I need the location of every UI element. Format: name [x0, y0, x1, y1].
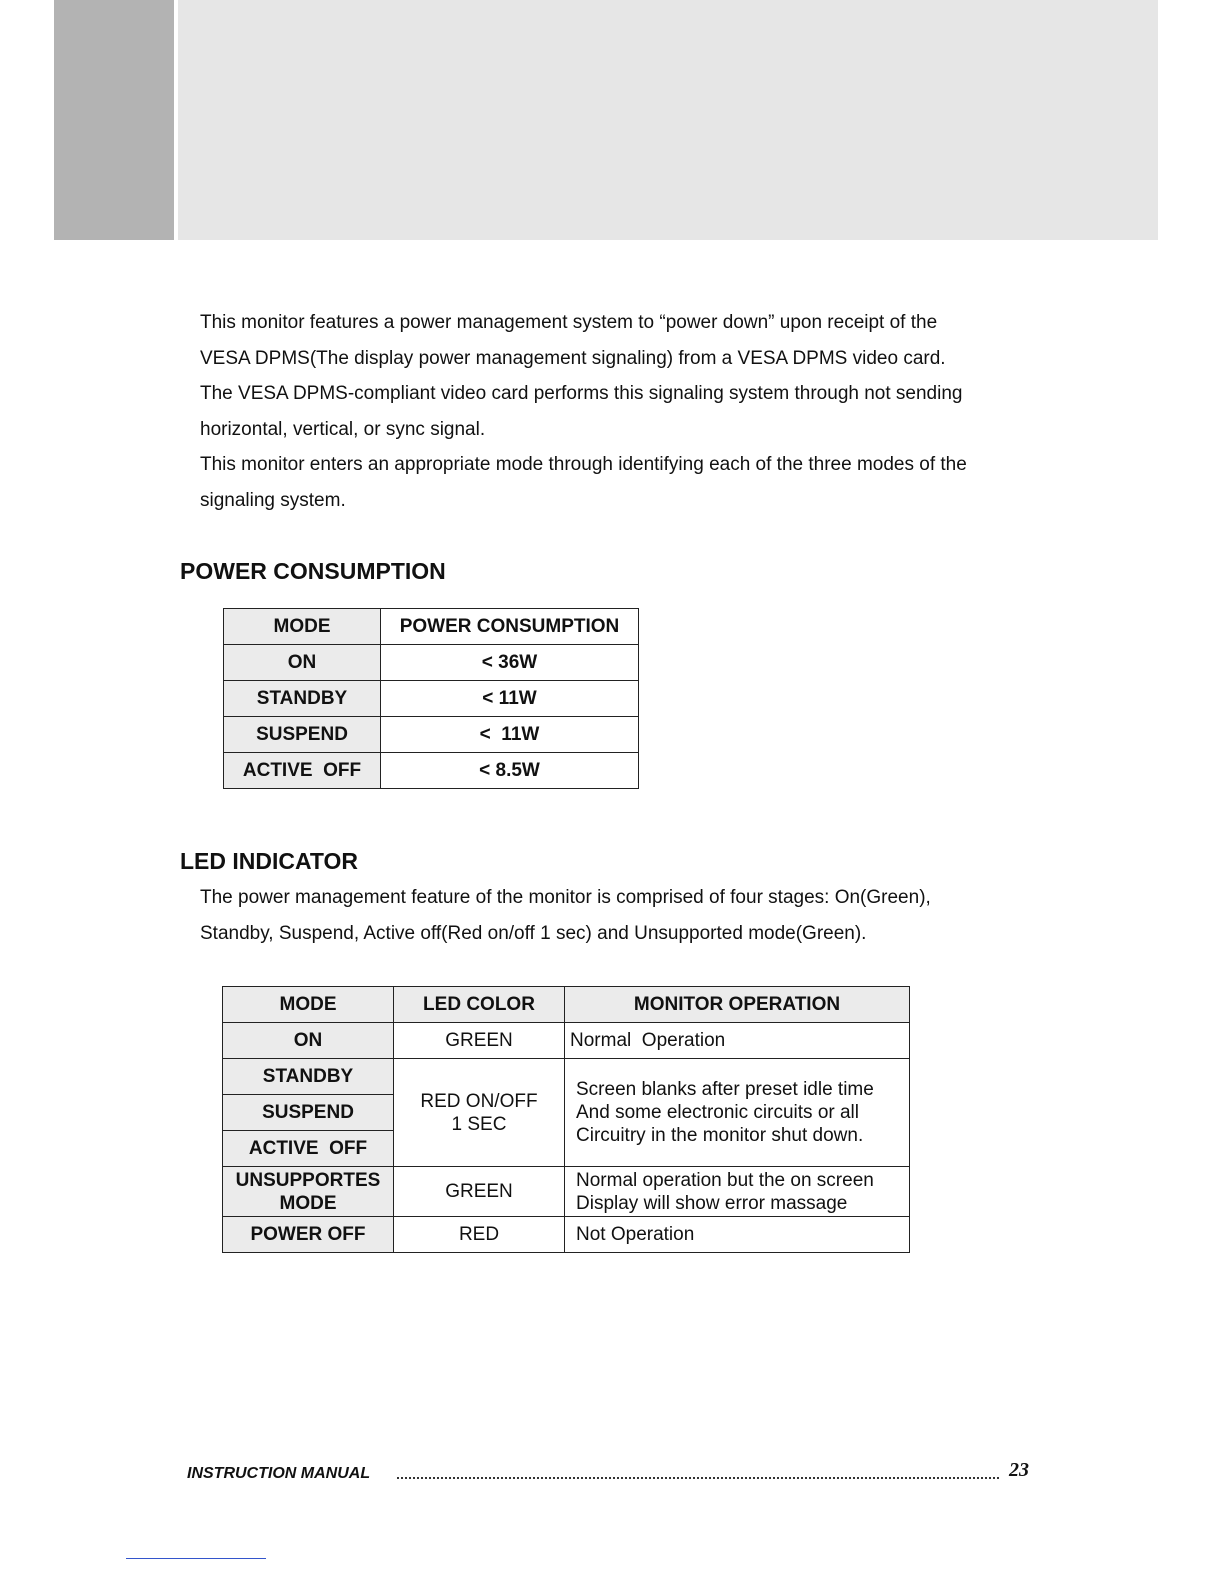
operation-cell — [565, 1059, 910, 1167]
table-row — [224, 753, 639, 789]
intro-text — [200, 305, 1060, 519]
page-number: 23 — [1009, 1459, 1029, 1481]
mode-cell: POWER OFF — [223, 1217, 394, 1253]
led-line: Standby, Suspend, Active off(Red on/off 1 sec) and Unsupported mode(Green). — [200, 922, 867, 944]
intro-line: VESA DPMS(The display power management signaling) from a VESA DPMS video card. — [200, 347, 946, 369]
value-cell: < 8.5W — [381, 753, 639, 789]
bottom-rule — [126, 1558, 266, 1559]
footer-leader-dots — [397, 1477, 999, 1479]
mode-line: UNSUPPORTES — [235, 1169, 381, 1191]
value-cell: < 11W — [381, 717, 639, 753]
color-cell: GREEN — [394, 1023, 565, 1059]
table-header-row — [224, 609, 639, 645]
led-indicator-table — [222, 986, 910, 1253]
led-line: The power management feature of the monitor is comprised of four stages: On(Green), — [200, 887, 931, 908]
mode-cell: SUSPEND — [224, 717, 381, 753]
power-consumption-heading: POWER CONSUMPTION — [180, 558, 446, 584]
mode-cell: ACTIVE OFF — [223, 1131, 394, 1167]
header-cell: MODE — [224, 609, 381, 645]
operation-line: Screen blanks after preset idle time — [576, 1079, 874, 1100]
led-indicator-heading: LED INDICATOR — [180, 848, 359, 874]
mode-cell: ACTIVE OFF — [224, 753, 381, 789]
footer-label: INSTRUCTION MANUAL — [187, 1465, 371, 1482]
table-row — [223, 1059, 910, 1095]
table-row — [223, 1217, 910, 1253]
operation-cell — [565, 1167, 910, 1217]
header-cell: LED COLOR — [394, 987, 565, 1023]
color-line: RED ON/OFF — [420, 1090, 538, 1112]
color-cell — [394, 1059, 565, 1167]
operation-line: Display will show error massage — [576, 1192, 848, 1214]
header-side-band — [54, 0, 174, 240]
table-row — [224, 681, 639, 717]
mode-cell — [223, 1167, 394, 1217]
operation-line: Circuitry in the monitor shut down. — [576, 1125, 864, 1146]
table-row — [224, 717, 639, 753]
table-row — [224, 645, 639, 681]
power-consumption-table — [223, 608, 639, 789]
operation-line: And some electronic circuits or all — [576, 1102, 859, 1123]
mode-cell: STANDBY — [223, 1059, 394, 1095]
mode-cell: SUSPEND — [223, 1095, 394, 1131]
intro-line: This monitor enters an appropriate mode through identifying each of the three modes of the — [200, 454, 967, 476]
table-row — [223, 1167, 910, 1217]
header-cell: MODE — [223, 987, 394, 1023]
color-cell: RED — [394, 1217, 565, 1253]
header-cell: MONITOR OPERATION — [565, 987, 910, 1023]
page-footer — [187, 1459, 1029, 1485]
operation-line: Normal operation but the on screen — [576, 1169, 874, 1191]
intro-line: signaling system. — [200, 489, 346, 511]
operation-cell: Not Operation — [565, 1217, 910, 1253]
color-cell: GREEN — [394, 1167, 565, 1217]
table-header-row — [223, 987, 910, 1023]
intro-line: horizontal, vertical, or sync signal. — [200, 418, 486, 440]
mode-cell: STANDBY — [224, 681, 381, 717]
intro-line: The VESA DPMS-compliant video card performs this signaling system through not sending — [200, 383, 963, 405]
header-cell: POWER CONSUMPTION — [381, 609, 639, 645]
value-cell: < 11W — [381, 681, 639, 717]
value-cell: < 36W — [381, 645, 639, 681]
operation-cell: Normal Operation — [565, 1023, 910, 1059]
mode-cell: ON — [224, 645, 381, 681]
color-line: 1 SEC — [451, 1113, 507, 1135]
led-description — [200, 880, 1100, 951]
mode-line: MODE — [279, 1192, 337, 1214]
mode-cell: ON — [223, 1023, 394, 1059]
intro-line: This monitor features a power management system to “power down” upon receipt of the — [200, 312, 938, 333]
header-band — [178, 0, 1158, 240]
table-row — [223, 1023, 910, 1059]
